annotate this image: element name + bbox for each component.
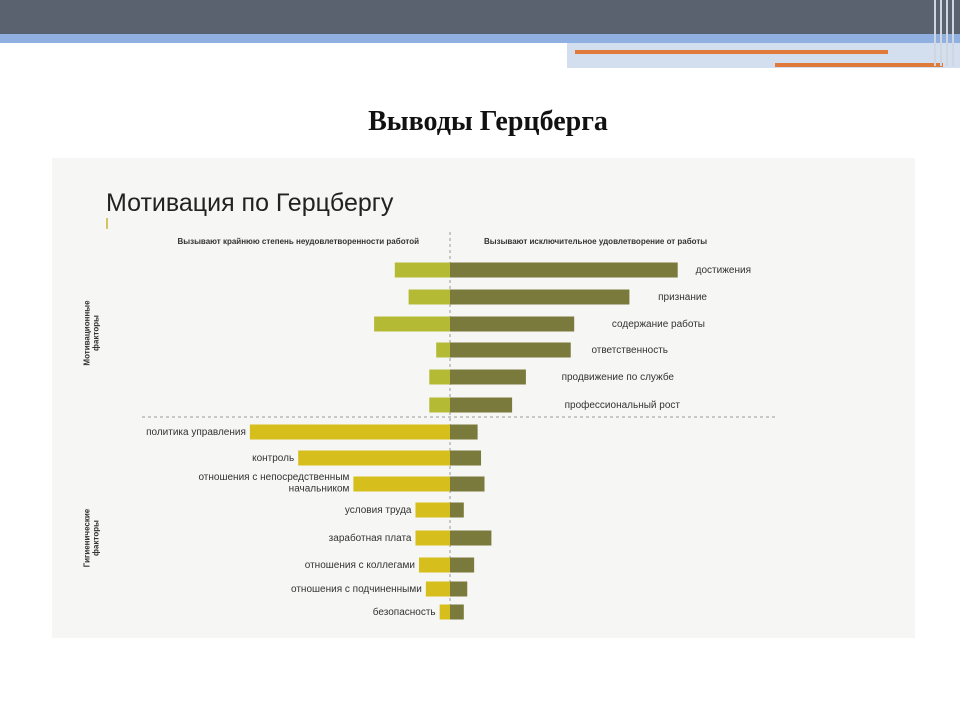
- motivators-group-label-line: Мотивационные: [82, 300, 92, 366]
- bar-dissatisfaction: [426, 582, 450, 597]
- category-label-line: содержание работы: [611, 319, 705, 330]
- slide-header-band: [0, 0, 960, 34]
- bar-dissatisfaction: [409, 290, 450, 305]
- slide-decor-stripe: [934, 0, 936, 66]
- slide-decor-stripe: [952, 0, 954, 66]
- bar-satisfaction: [450, 398, 512, 413]
- category-label: [612, 318, 705, 330]
- category-label-line: отношения с коллегами: [304, 560, 415, 571]
- category-label-line: контроль: [252, 453, 295, 464]
- bar-satisfaction: [450, 503, 464, 518]
- category-label: [329, 532, 412, 544]
- bar-dissatisfaction: [395, 263, 450, 278]
- category-label: [591, 345, 668, 356]
- bar-satisfaction: [450, 263, 678, 278]
- bar-dissatisfaction: [429, 398, 450, 413]
- hygiene-group-label-line: Гигиенические: [82, 508, 92, 568]
- category-label: [146, 427, 246, 438]
- category-label: [345, 505, 412, 516]
- chart-panel: [52, 158, 915, 638]
- category-label: [291, 584, 422, 595]
- category-label-line: ответственность: [591, 345, 668, 356]
- slide-decor-stripe: [940, 0, 942, 66]
- bar-dissatisfaction: [374, 317, 450, 332]
- bar-satisfaction: [450, 477, 485, 492]
- category-label-line: заработная плата: [328, 533, 412, 544]
- left-header: Вызывают крайнюю степень неудовлетворенности работой: [177, 237, 419, 246]
- slide-title: Выводы Герцберга: [368, 106, 608, 137]
- bar-dissatisfaction: [250, 425, 450, 440]
- category-label-line: безопасность: [372, 607, 436, 618]
- bar-satisfaction: [450, 558, 474, 573]
- bar-satisfaction: [450, 451, 481, 466]
- category-label-line: отношения с непосредственным: [198, 472, 350, 483]
- bar-dissatisfaction: [298, 451, 450, 466]
- slide-orange-line: [775, 63, 943, 67]
- category-label: [198, 472, 349, 495]
- category-label: [562, 371, 675, 383]
- category-label-line: продвижение по службе: [561, 372, 674, 383]
- chart-title: Мотивация по Герцбергу: [106, 189, 394, 217]
- category-label-line: отношения с подчиненными: [291, 584, 422, 595]
- motivators-group-label: [83, 300, 101, 366]
- slide-accent-bar: [0, 34, 960, 43]
- bar-satisfaction: [450, 317, 574, 332]
- category-label-line: начальником: [288, 483, 350, 495]
- bar-dissatisfaction: [419, 558, 450, 573]
- category-label: [658, 292, 707, 303]
- bar-dissatisfaction: [416, 503, 451, 518]
- category-label-line: признание: [658, 292, 707, 303]
- slide-orange-line: [575, 50, 888, 54]
- motivators-group-label-line: факторы: [91, 315, 101, 351]
- bar-satisfaction: [450, 343, 571, 358]
- hygiene-group-label-line: факторы: [91, 520, 101, 556]
- category-label: [373, 606, 436, 618]
- bar-satisfaction: [450, 425, 478, 440]
- category-label-line: политика управления: [146, 427, 246, 438]
- bar-dissatisfaction: [416, 531, 451, 546]
- category-label: [252, 453, 294, 464]
- category-label-line: достижения: [695, 265, 751, 276]
- bar-satisfaction: [450, 531, 491, 546]
- bar-dissatisfaction: [429, 370, 450, 385]
- bar-satisfaction: [450, 605, 464, 620]
- right-header: Вызывают исключительное удовлетворение от работы: [484, 237, 708, 246]
- bar-satisfaction: [450, 370, 526, 385]
- bar-satisfaction: [450, 582, 467, 597]
- category-label-line: условия труда: [344, 505, 412, 516]
- hygiene-group-label: [83, 508, 101, 567]
- bar-dissatisfaction: [436, 343, 450, 358]
- category-label: [305, 560, 415, 571]
- slide-decor-stripe: [946, 0, 948, 66]
- herzberg-chart: [52, 158, 915, 638]
- category-label: [696, 265, 751, 276]
- category-label-line: профессиональный рост: [564, 400, 680, 411]
- category-label: [565, 399, 681, 411]
- bar-dissatisfaction: [440, 605, 450, 620]
- bar-satisfaction: [450, 290, 629, 305]
- bar-dissatisfaction: [353, 477, 450, 492]
